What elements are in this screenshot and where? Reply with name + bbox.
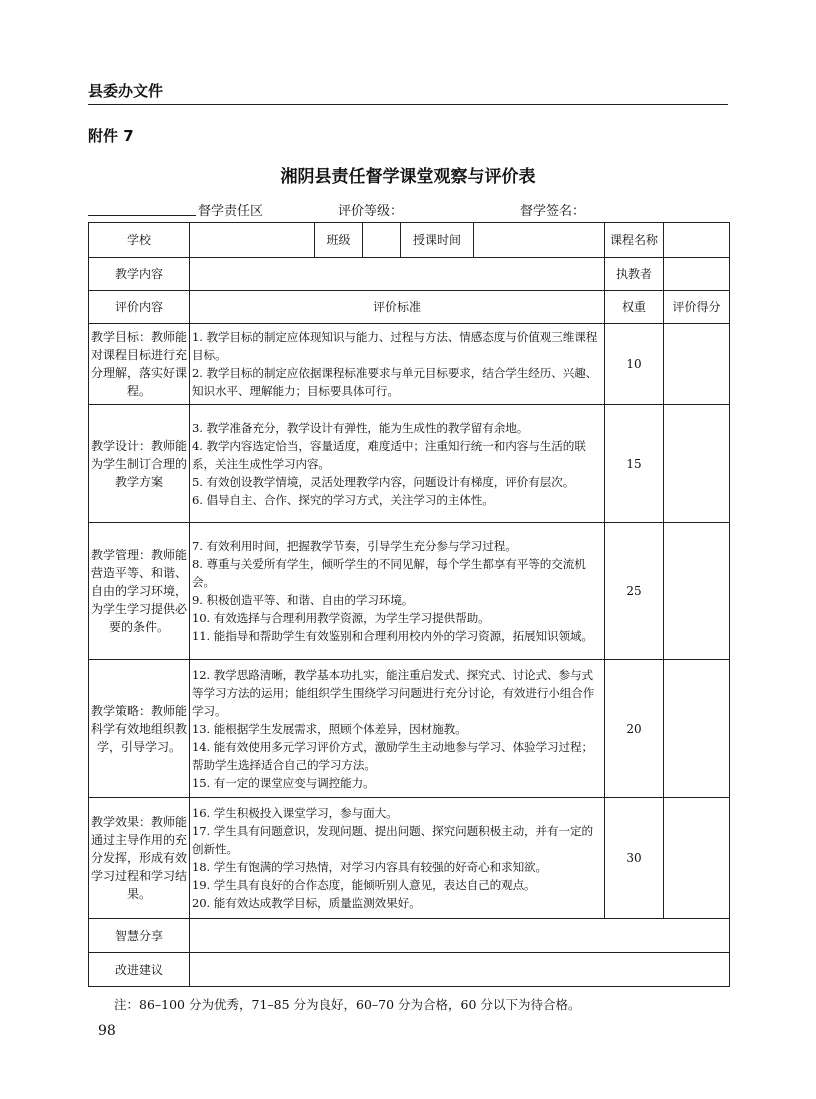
weight-cell: 25 <box>605 523 664 660</box>
criterion-item: 7. 有效利用时间，把握教学节奏，引导学生充分参与学习过程。 <box>192 539 517 553</box>
criterion-item: 6. 倡导自主、合作、探究的学习方式，关注学习的主体性。 <box>192 492 494 507</box>
document-header: 县委办文件 <box>88 82 164 100</box>
grade-label: 评价等级： <box>338 204 404 219</box>
table-row <box>89 223 730 258</box>
objective-cell: 教学设计：教师能为学生制订合理的教学方案 <box>89 405 190 523</box>
score-cell[interactable] <box>664 523 730 660</box>
school-value-cell[interactable] <box>190 223 315 258</box>
criterion-item: 11. 能指导和帮助学生有效鉴别和合理利用校内外的学习资源，拓展知识领域。 <box>192 629 594 643</box>
course-label: 课程名称 <box>605 223 664 258</box>
objective-cell: 教学策略：教师能科学有效地组织教学，引导学习。 <box>89 660 190 798</box>
time-value-cell[interactable] <box>474 223 605 258</box>
criterion-item: 3. 教学准备充分，教学设计有弹性，能为生成性的教学留有余地。 <box>192 420 529 435</box>
wisdom-value-cell[interactable] <box>190 919 730 953</box>
meta-line <box>88 198 728 218</box>
table-row <box>89 523 730 660</box>
course-value-cell[interactable] <box>664 223 730 258</box>
criterion-item: 20. 能有效达成教学目标，质量监测效果好。 <box>192 896 421 910</box>
column-header-weight: 权重 <box>605 291 664 324</box>
zone-label: 督学责任区 <box>198 204 264 219</box>
score-cell[interactable] <box>664 660 730 798</box>
criteria-cell <box>190 405 605 523</box>
zone-blank-line <box>88 215 196 216</box>
page-title: 湘阴县责任督学课堂观察与评价表 <box>280 167 536 187</box>
table-row <box>89 660 730 798</box>
objective-cell: 教学效果：教师能通过主导作用的充分发挥，形成有效学习过程和学习结果。 <box>89 798 190 919</box>
teacher-label: 执教者 <box>605 258 664 291</box>
evaluation-table <box>88 222 730 987</box>
attachment-label: 附件 7 <box>88 127 134 145</box>
time-label: 授课时间 <box>401 223 474 258</box>
score-cell[interactable] <box>664 798 730 919</box>
column-header-standard: 评价标准 <box>190 291 605 324</box>
teacher-value-cell[interactable] <box>664 258 730 291</box>
table-row <box>89 953 730 987</box>
criterion-item: 10. 有效选择与合理利用教学资源，为学生学习提供帮助。 <box>192 611 490 625</box>
criterion-item: 9. 积极创造平等、和谐、自由的学习环境。 <box>192 593 414 607</box>
criterion-item: 16. 学生积极投入课堂学习，参与面大。 <box>192 806 398 820</box>
criterion-item: 14. 能有效使用多元学习评价方式，激励学生主动地参与学习、体验学习过程；帮助学生选择适合自己的学习方法。 <box>192 739 594 772</box>
score-cell[interactable] <box>664 324 730 405</box>
weight-cell: 30 <box>605 798 664 919</box>
table-header-row <box>89 291 730 324</box>
weight-cell: 15 <box>605 405 664 523</box>
class-label: 班级 <box>315 223 363 258</box>
table-row <box>89 919 730 953</box>
criteria-cell <box>190 798 605 919</box>
criterion-item: 12. 教学思路清晰，教学基本功扎实，能注重启发式、探究式、讨论式、参与式等学习方法的运用；能组织学生围绕学习问题进行充分讨论，有效进行小组合作学习。 <box>192 667 595 718</box>
content-label: 教学内容 <box>89 258 190 291</box>
criteria-cell <box>190 324 605 405</box>
score-cell[interactable] <box>664 405 730 523</box>
objective-cell: 教学管理：教师能营造平等、和谐、自由的学习环境，为学生学习提供必要的条件。 <box>89 523 190 660</box>
content-value-cell[interactable] <box>190 258 605 291</box>
criteria-cell <box>190 660 605 798</box>
criterion-item: 18. 学生有饱满的学习热情，对学习内容具有较强的好奇心和求知欲。 <box>192 860 548 874</box>
table-row <box>89 798 730 919</box>
wisdom-label: 智慧分享 <box>89 919 190 953</box>
table-row <box>89 405 730 523</box>
column-header-score: 评价得分 <box>664 291 730 324</box>
suggestion-label: 改进建议 <box>89 953 190 987</box>
criterion-item: 1. 教学目标的制定应体现知识与能力、过程与方法、情感态度与价值观三维课程目标。 <box>192 330 598 362</box>
page-number: 98 <box>98 1023 116 1039</box>
column-header-item: 评价内容 <box>89 291 190 324</box>
weight-cell: 10 <box>605 324 664 405</box>
grading-note: 注：86–100 分为优秀，71–85 分为良好，60–70 分为合格，60 分以下为待合格。 <box>114 997 581 1012</box>
criterion-item: 17. 学生具有问题意识，发现问题、提出问题、探究问题积极主动，并有一定的创新性。 <box>192 824 594 856</box>
header-divider <box>88 104 728 105</box>
weight-cell: 20 <box>605 660 664 798</box>
table-row <box>89 324 730 405</box>
criterion-item: 19. 学生具有良好的合作态度，能倾听别人意见，表达自己的观点。 <box>192 878 536 892</box>
criterion-item: 15. 有一定的课堂应变与调控能力。 <box>192 775 375 790</box>
objective-cell: 教学目标：教师能对课程目标进行充分理解，落实好课程。 <box>89 324 190 405</box>
criterion-item: 8. 尊重与关爱所有学生，倾听学生的不同见解，每个学生都享有平等的交流机会。 <box>192 557 586 589</box>
school-label: 学校 <box>89 223 190 258</box>
suggestion-value-cell[interactable] <box>190 953 730 987</box>
criteria-cell <box>190 523 605 660</box>
criterion-item: 2. 教学目标的制定应依据课程标准要求与单元目标要求，结合学生经历、兴趣、知识水平、理解能力；目标要具体可行。 <box>192 366 598 398</box>
table-row <box>89 258 730 291</box>
criterion-item: 5. 有效创设教学情境，灵活处理教学内容，问题设计有梯度，评价有层次。 <box>192 474 575 489</box>
class-value-cell[interactable] <box>363 223 401 258</box>
signature-label: 督学签名： <box>520 204 586 219</box>
criterion-item: 13. 能根据学生发展需求，照顾个体差异，因材施教。 <box>192 721 467 736</box>
criterion-item: 4. 教学内容选定恰当，容量适度，难度适中；注重知行统一和内容与生活的联系，关注生成性学习内容。 <box>192 438 586 471</box>
